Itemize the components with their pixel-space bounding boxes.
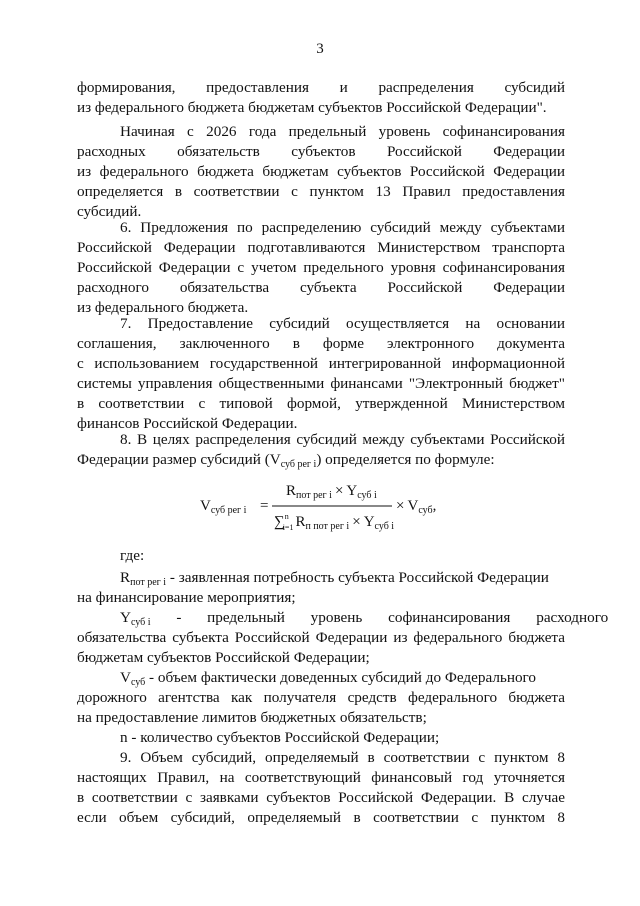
formula-svg — [196, 478, 456, 540]
text-line: субсидий. — [77, 203, 142, 220]
text-line: определяется в соответствии с пунктом 13 Правил предоставления — [77, 183, 565, 200]
paragraph-item-6 — [77, 218, 565, 318]
paragraph-continuation — [77, 78, 565, 118]
text-line: с использованием государственной интегрированной информационной — [77, 355, 565, 372]
def-y-line2: обязательства субъекта Российской Федерации из федерального бюджета — [77, 629, 565, 646]
text-line: Федерации размер субсидий $(V_{суб рег i})$ определяется по формуле: — [77, 451, 495, 470]
text-line: 8. В целях распределения субсидий между субъектами Российской — [120, 431, 565, 448]
text-line: соглашения, заключенного в форме электронного документа — [77, 335, 565, 352]
text-line: Российской Федерации подготавливаются Министерством транспорта — [77, 239, 565, 256]
page-number: 3 — [316, 41, 324, 57]
text-line: из федерального бюджета бюджетам субъектов Российской Федерации — [77, 163, 565, 180]
text-line: Российской Федерации с учетом предельного уровня софинансирования — [77, 259, 565, 276]
formula-rhs: × $V_{суб}$, — [396, 498, 437, 516]
text-line: если объем субсидий, определяемый в соответствии с пунктом 8 — [77, 809, 565, 826]
paragraph-cofinancing-2026 — [77, 122, 565, 222]
def-v-line2: дорожного агентства как получателя средств федерального бюджета — [77, 689, 565, 706]
formula-denominator: ∑$^n$ i=1 $R_{п пот рег i} \times Y_{суб i}$ — [274, 512, 395, 532]
text-line: из федерального бюджета бюджетам субъектов Российской Федерации". — [77, 99, 547, 116]
def-y-line3: бюджетам субъектов Российской Федерации; — [77, 649, 370, 666]
text-line: из федерального бюджета. — [77, 299, 249, 316]
text-line: 9. Объем субсидий, определяемый в соответствии с пунктом 8 — [120, 749, 565, 766]
text-line: 7. Предоставление субсидий осуществляется на основании — [120, 315, 565, 332]
def-r-line2: на финансирование мероприятия; — [77, 589, 296, 606]
paragraph-item-9 — [77, 748, 565, 828]
text-line: 6. Предложения по распределению субсидий между субъектами — [120, 219, 565, 236]
formula-equals: = — [260, 498, 269, 514]
paragraph-item-7 — [77, 314, 565, 434]
def-n: n - количество субъектов Российской Федерации; — [120, 729, 440, 746]
def-v-line3: на предоставление лимитов бюджетных обязательств; — [77, 709, 427, 726]
text-line: финансов Российской Федерации. — [77, 415, 298, 432]
subsidy-formula — [0, 478, 640, 540]
paragraph-item-8 — [77, 430, 565, 470]
formula-lhs: $V_{суб рег i}$ — [200, 498, 247, 516]
text-line: в соответствии с заявками субъектов Российской Федерации. В случае — [77, 789, 565, 806]
text-line: расходных обязательств субъектов Российской Федерации — [77, 143, 565, 160]
formula-numerator: $R_{пот рег i} \times Y_{суб i}$ — [286, 483, 377, 501]
def-y-line1: $Y_{суб i}$ - предельный уровень софинансирования расходного — [120, 609, 609, 628]
formula-definitions — [77, 546, 609, 748]
text-line: настоящих Правил, на соответствующий финансовый год уточняется — [77, 769, 565, 786]
text-line: Начиная с 2026 года предельный уровень софинансирования — [120, 123, 565, 140]
text-line: в соответствии с типовой формой, утвержденной Министерством — [77, 395, 565, 412]
text-line: формирования, предоставления и распределения субсидий — [77, 79, 565, 96]
def-v-line1: $V_{суб}$ - объем фактически доведенных субсидий до Федерального — [120, 669, 536, 688]
def-r-line1: $R_{пот рег i}$ - заявленная потребность субъекта Российской Федерации — [120, 569, 549, 588]
text-line: расходного обязательства субъекта Российской Федерации — [77, 279, 565, 296]
where-label: где: — [120, 547, 145, 564]
text-line: системы управления общественными финансами "Электронный бюджет" — [77, 375, 565, 392]
